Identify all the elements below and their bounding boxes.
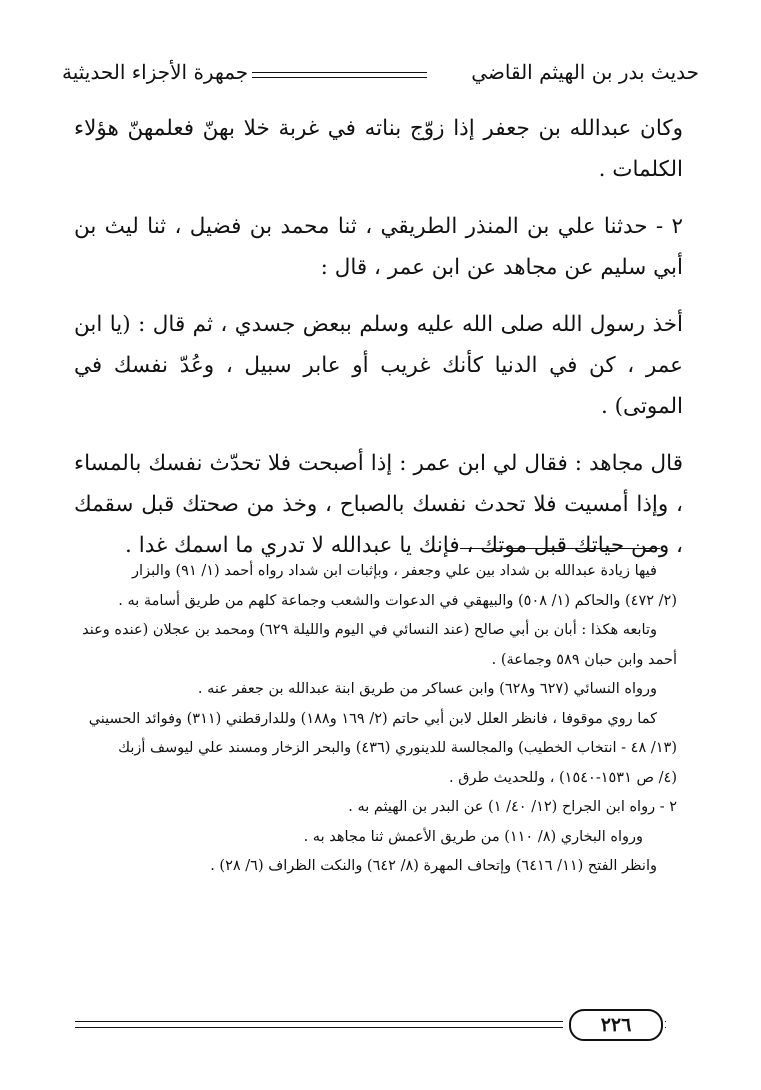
part-title: حديث بدر بن الهيثم القاضي	[471, 60, 699, 84]
running-header	[62, 58, 699, 98]
footnote-line: وانظر الفتح (١١/ ٦٤١٦) وإتحاف المهرة (٨/ ٦٤٢) والنكت الظراف (٦/ ٢٨) .	[210, 858, 657, 874]
footnote-line: ورواه البخاري (٨/ ١١٠) من طريق الأعمش ثنا مجاهد به .	[303, 828, 643, 845]
paragraph-3: أخذ رسول الله صلى الله عليه وسلم ببعض جسدي ، ثم قال : (يا ابن عمر ، كن في الدنيا كأنك غريب أو عابر سبيل ، وعُدّ نفسك في الموتى) .	[74, 312, 683, 419]
page-footer	[75, 1015, 666, 1045]
footnote-line: (١٣/ ٤٨ - انتخاب الخطيب) والمجالسة للدينوري (٤٣٦) والبحر الزخار ومسند علي ليوسف أزبك	[118, 740, 677, 756]
footnote-line: (٤/ ص ١٥٣١-١٥٤٠) ، وللحديث طرق .	[449, 769, 677, 786]
book-title: جمهرة الأجزاء الحديثية	[62, 60, 249, 84]
paragraph-4: قال مجاهد : فقال لي ابن عمر : إذا أصبحت فلا تحدّث نفسك بالمساء ، وإذا أمسيت فلا تحدث نفسك بالصباح ، وخذ من صحتك قبل سقمك ، ومن حياتك قبل موتك ، فإنك يا عبدالله لا تدري ما اسمك غدا .	[74, 451, 683, 558]
paragraph-hadith-2: ٢ - حدثنا علي بن المنذر الطريقي ، ثنا محمد بن فضيل ، ثنا ليث بن أبي سليم عن مجاهد عن ابن عمر ، قال :	[74, 214, 683, 280]
footnote-line: وتابعه هكذا : أبان بن أبي صالح (عند النسائي في اليوم والليلة ٦٢٩) ومحمد بن عجلان (عنده وعند	[82, 622, 657, 638]
footer-rule-right	[665, 1021, 666, 1028]
footnote-line: (٢/ ٤٧٢) والحاكم (١/ ٥٠٨) والبيهقي في الدعوات والشعب وجماعة كلهم من طريق أسامة به .	[118, 592, 677, 609]
main-text	[74, 108, 683, 566]
header-rule	[252, 72, 427, 78]
footnotes	[72, 557, 677, 882]
footnote-line: ورواه النسائي (٦٢٧ و٦٢٨) وابن عساكر من طريق ابنة عبدالله بن جعفر عنه .	[197, 681, 657, 697]
page-number: ٢٢٦	[569, 1009, 663, 1041]
footnote-line: ٢ - رواه ابن الجراح (١٢/ ٤٠/ ١) عن البدر بن الهيثم به .	[348, 799, 677, 815]
paragraph-1: وكان عبدالله بن جعفر إذا زوّج بناته في غربة خلا بهنّ فعلمهنّ هؤلاء الكلمات .	[74, 116, 683, 182]
footnote-line: فيها زيادة عبدالله بن شداد بين علي وجعفر ، وبإثبات ابن شداد رواه أحمد (١/ ٩١) والبزار	[132, 563, 657, 579]
footnote-separator	[460, 548, 660, 549]
footnote-line: أحمد وابن حبان ٥٨٩ وجماعة) .	[491, 651, 677, 668]
footer-rule-left	[75, 1021, 563, 1028]
footnote-line: كما روي موقوفا ، فانظر العلل لابن أبي حاتم (٢/ ١٦٩ و١٨٨) وللدارقطني (٣١١) وفوائد الحسيني	[88, 710, 657, 727]
